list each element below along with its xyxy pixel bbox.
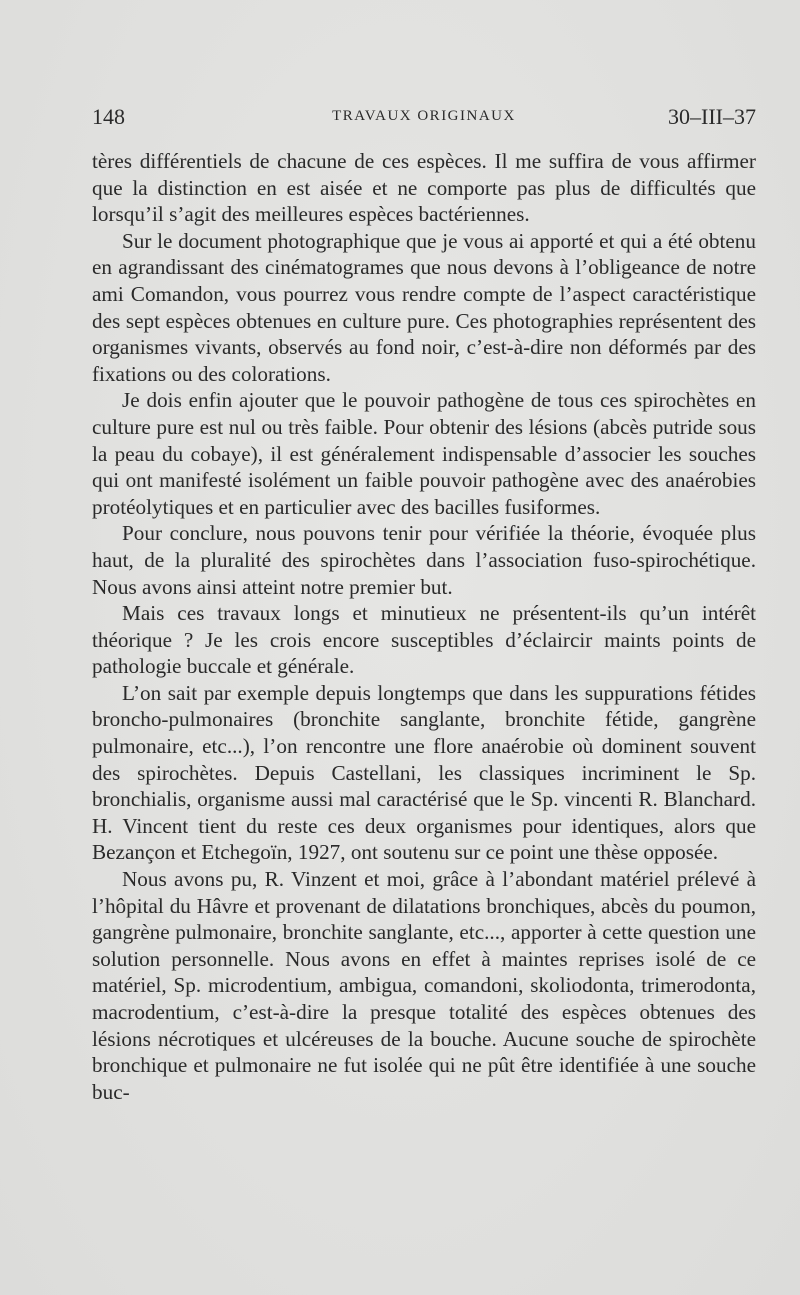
page-number: 148 [92,104,125,129]
paragraph: Je dois enfin ajouter que le pouvoir pathogène de tous ces spirochètes en culture pure est nul ou très faible. Pour obtenir des lésions (abcès putride sous la peau du cobaye), il est généralement indispensable d’associer les souches qui ont manifesté isolément un faible pouvoir pathogène avec des anaérobies protéolytiques et en particulier avec des bacilles fusiformes. [92,388,756,519]
paragraph: L’on sait par exemple depuis longtemps que dans les suppurations fétides broncho-pulmonaires (bronchite sanglante, bronchite fétide, gangrène pulmonaire, etc...), l’on rencontre une flore anaérobie où dominent souvent des spirochètes. Depuis Castellani, les classiques incriminent le Sp. bronchialis, organisme aussi mal caractérisé que le Sp. vincenti R. Blanchard. H. Vincent tient du reste ces deux organismes pour identiques, alors que Bezançon et Etchegoïn, 1927, ont soutenu sur ce point une thèse opposée. [92,680,756,865]
body-text [92,148,756,1105]
paragraph: Mais ces travaux longs et minutieux ne présentent-ils qu’un intérêt théorique ? Je les crois encore susceptibles d’éclaircir maints points de pathologie buccale et générale. [92,601,756,679]
paragraph: Nous avons pu, R. Vinzent et moi, grâce à l’abondant matériel prélevé à l’hôpital du Hâvre et provenant de dilatations bronchiques, abcès du poumon, gangrène pulmonaire, bronchite sanglante, etc..., apporter à cette question une solution personnelle. Nous avons en effet à maintes reprises isolé de ce matériel, Sp. microdentium, ambigua, comandoni, skoliodonta, trimerodonta, macrodentium, c’est-à-dire la presque totalité des espèces obtenues des lésions nécrotiques et ulcéreuses de la bouche. Aucune souche de spirochète bronchique et pulmonaire ne fut isolée qui ne pût être identifiée à une souche buc- [92,867,756,1104]
page-header [92,104,756,128]
paragraph: Pour conclure, nous pouvons tenir pour vérifiée la théorie, évoquée plus haut, de la pluralité des spirochètes dans l’association fuso-spirochétique. Nous avons ainsi atteint notre premier but. [92,521,756,599]
running-title: TRAVAUX ORIGINAUX [332,108,516,124]
header-date: 30–III–37 [668,104,756,129]
paragraph: Sur le document photographique que je vous ai apporté et qui a été obtenu en agrandissant des cinématogrames que nous devons à l’obligeance de notre ami Comandon, vous pourrez vous rendre compte de l’aspect caractéristique des sept espèces obtenues en culture pure. Ces photographies représentent des organismes vivants, observés au fond noir, c’est-à-dire non déformés par des fixations ou des colorations. [92,228,756,386]
paragraph: tères différentiels de chacune de ces espèces. Il me suffira de vous affirmer que la distinction en est aisée et ne comporte pas plus de difficultés que lorsqu’il s’agit des meilleures espèces bactériennes. [92,149,756,227]
